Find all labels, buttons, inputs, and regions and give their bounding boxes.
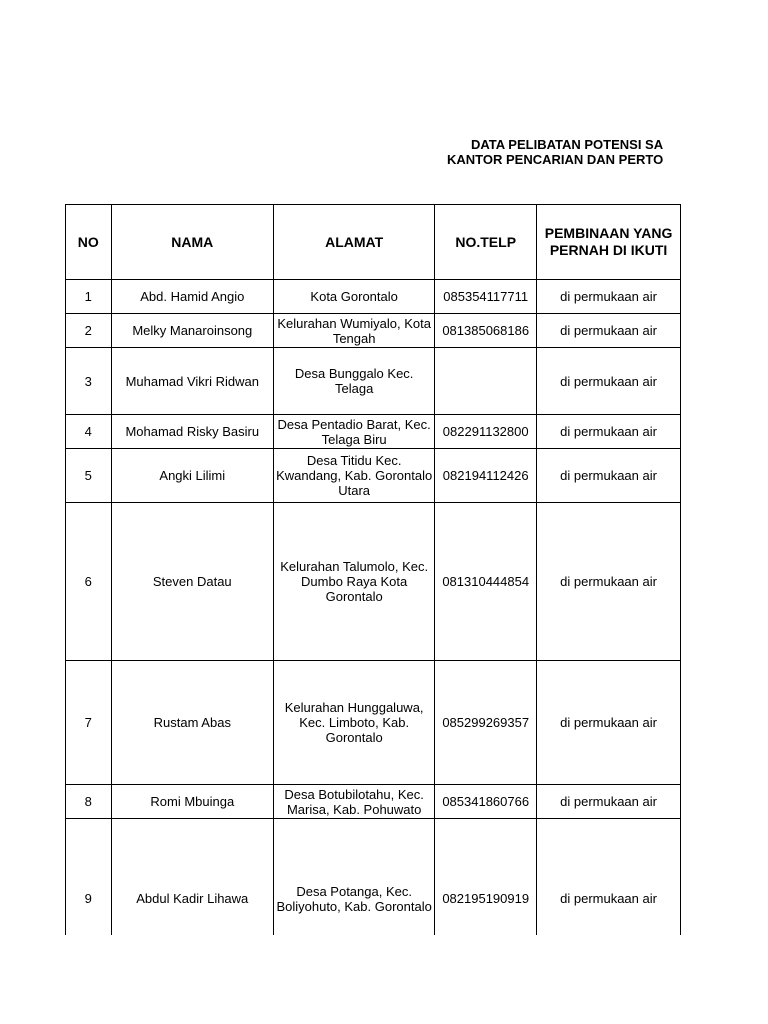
table-header-row: [66, 205, 681, 280]
cell-alamat: Kota Gorontalo: [274, 280, 435, 314]
cell-alamat: Desa Titidu Kec. Kwandang, Kab. Gorontalo Utara: [274, 449, 435, 503]
cell-alamat: Kelurahan Talumolo, Kec. Dumbo Raya Kota Gorontalo: [274, 503, 435, 661]
page-bottom-margin: [0, 935, 768, 1024]
cell-pembinaan: di permukaan air: [537, 449, 681, 503]
cell-pembinaan: di permukaan air: [537, 415, 681, 449]
cell-telp: 082195190919: [435, 819, 537, 979]
header-telp: NO.TELP: [435, 205, 537, 280]
cell-pembinaan: di permukaan air: [537, 661, 681, 785]
cell-nama: Muhamad Vikri Ridwan: [111, 348, 273, 415]
cell-telp: [435, 348, 537, 415]
cell-no: 9: [66, 819, 112, 979]
document-title-line-1: DATA PELIBATAN POTENSI SA: [471, 137, 664, 152]
cell-no: 1: [66, 280, 112, 314]
header-nama: NAMA: [111, 205, 273, 280]
cell-telp: 081385068186: [435, 314, 537, 348]
cell-no: 3: [66, 348, 112, 415]
cell-pembinaan: di permukaan air: [537, 314, 681, 348]
table-row: [66, 415, 681, 449]
cell-telp: 082291132800: [435, 415, 537, 449]
cell-alamat: Kelurahan Wumiyalo, Kota Tengah: [274, 314, 435, 348]
cell-pembinaan: di permukaan air: [537, 785, 681, 819]
cell-alamat: Desa Potanga, Kec. Boliyohuto, Kab. Gorontalo: [274, 819, 435, 979]
table-row: [66, 503, 681, 661]
cell-no: 5: [66, 449, 112, 503]
cell-pembinaan: di permukaan air: [537, 280, 681, 314]
cell-no: 2: [66, 314, 112, 348]
cell-alamat: Desa Botubilotahu, Kec. Marisa, Kab. Pohuwato: [274, 785, 435, 819]
cell-nama: Romi Mbuinga: [111, 785, 273, 819]
cell-no: 8: [66, 785, 112, 819]
cell-telp: 082194112426: [435, 449, 537, 503]
cell-no: 6: [66, 503, 112, 661]
cell-no: 7: [66, 661, 112, 785]
header-no: NO: [66, 205, 112, 280]
cell-alamat: Kelurahan Hunggaluwa, Kec. Limboto, Kab. Gorontalo: [274, 661, 435, 785]
cell-nama: Rustam Abas: [111, 661, 273, 785]
cell-alamat: Desa Pentadio Barat, Kec. Telaga Biru: [274, 415, 435, 449]
table-row: [66, 314, 681, 348]
document-title-line-2: KANTOR PENCARIAN DAN PERTO: [447, 152, 664, 167]
cell-pembinaan: di permukaan air: [537, 503, 681, 661]
table-row: [66, 785, 681, 819]
cell-telp: 081310444854: [435, 503, 537, 661]
table-row: [66, 348, 681, 415]
cell-telp: 085341860766: [435, 785, 537, 819]
cell-pembinaan: di permukaan air: [537, 348, 681, 415]
table-row: [66, 449, 681, 503]
cell-nama: Steven Datau: [111, 503, 273, 661]
cell-pembinaan: di permukaan air: [537, 819, 681, 979]
header-alamat: ALAMAT: [274, 205, 435, 280]
cell-alamat: Desa Bunggalo Kec. Telaga: [274, 348, 435, 415]
cell-nama: Angki Lilimi: [111, 449, 273, 503]
cell-nama: Abd. Hamid Angio: [111, 280, 273, 314]
cell-telp: 085354117711: [435, 280, 537, 314]
table-row: [66, 280, 681, 314]
cell-nama: Melky Manaroinsong: [111, 314, 273, 348]
header-pembinaan: PEMBINAAN YANG PERNAH DI IKUTI: [537, 205, 681, 280]
data-table: [65, 204, 681, 979]
cell-telp: 085299269357: [435, 661, 537, 785]
cell-nama: Mohamad Risky Basiru: [111, 415, 273, 449]
cell-nama: Abdul Kadir Lihawa: [111, 819, 273, 979]
table-row: [66, 661, 681, 785]
cell-no: 4: [66, 415, 112, 449]
